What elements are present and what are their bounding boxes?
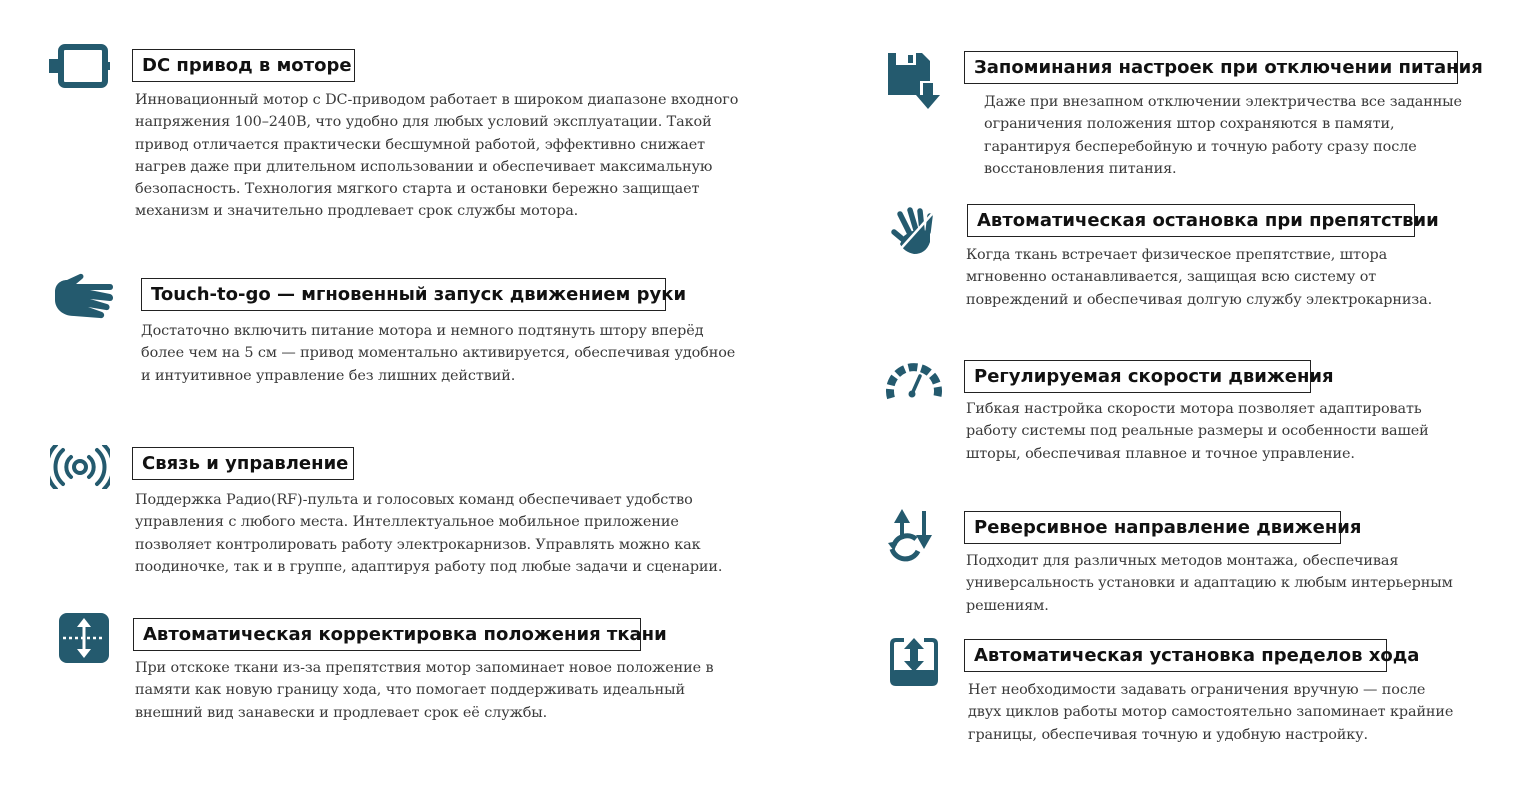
feature-description: Когда ткань встречает физическое препятствие, штора мгновенно останавливается, защищая всю систему от повреждений и обеспечивая долгую службу электрокарниза.: [966, 247, 1433, 308]
wireless-signal-icon: [50, 445, 110, 489]
feature-description: Инновационный мотор с DC-приводом работает в широком диапазоне входного напряжения 100–240В, что удобно для любых условий эксплуатации. Такой привод отличается практически бесшумной работой, эффективно снижает нагрев даже при длительном использовании и обеспечивает максимальную безопасность. Технология мягкого старта и остановки бережно защищает механизм и значительно продлевает срок службы мотора.: [135, 92, 739, 220]
feature-title: Touch-to-go — мгновенный запуск движением руки: [141, 278, 666, 311]
stop-hand-icon: [890, 206, 938, 258]
feature-description: Гибкая настройка скорости мотора позволяет адаптировать работу системы под реальные размеры и особенности вашей шторы, обеспечивая плавное и точное управление.: [966, 401, 1429, 462]
feature-description: Нет необходимости задавать ограничения вручную — после двух циклов работы мотор самостоятельно запоминает крайние границы, обеспечивая точную и удобную настройку.: [968, 682, 1454, 743]
position-adjust-icon: [59, 613, 109, 663]
feature-description: Даже при внезапном отключении электричества все заданные ограничения положения штор сохраняются в памяти, гарантируя бесперебойную и точную работу сразу после восстановления питания.: [984, 94, 1462, 177]
travel-limits-icon: [890, 636, 938, 686]
hand-icon: [52, 272, 116, 326]
feature-title: Связь и управление: [132, 447, 354, 480]
feature-description: Поддержка Радио(RF)-пульта и голосовых команд обеспечивает удобство управления с любого места. Интеллектуальное мобильное приложение позволяет контролировать работу электрокарнизов. Управлять можно как поодиночке, так и в группе, адаптируя работу под любые задачи и сценарии.: [135, 492, 723, 575]
feature-title: Автоматическая корректировка положения ткани: [133, 618, 641, 651]
save-memory-icon: [886, 51, 942, 109]
feature-description: При отскоке ткани из-за препятствия мотор запоминает новое положение в памяти как новую границу хода, что помогает поддерживать идеальный внешний вид занавески и продлевает срок её службы.: [135, 660, 714, 721]
feature-title: Реверсивное направление движения: [964, 511, 1341, 544]
feature-title: Автоматическая остановка при препятствии: [967, 204, 1415, 237]
feature-title: Регулируемая скорости движения: [964, 360, 1311, 393]
reverse-direction-icon: [886, 507, 942, 567]
feature-title: DC привод в моторе: [132, 49, 355, 82]
feature-description: Достаточно включить питание мотора и немного подтянуть штору вперёд более чем на 5 см — привод моментально активируется, обеспечивая удобное и интуитивное управление без лишних действий.: [141, 323, 736, 384]
dc-motor-icon: [47, 44, 111, 88]
feature-title: Запоминания настроек при отключении питания: [964, 51, 1458, 84]
speedometer-icon: [886, 360, 942, 402]
feature-title: Автоматическая установка пределов хода: [964, 639, 1387, 672]
feature-description: Подходит для различных методов монтажа, обеспечивая универсальность установки и адаптацию к любым интерьерным решениям.: [966, 553, 1453, 614]
